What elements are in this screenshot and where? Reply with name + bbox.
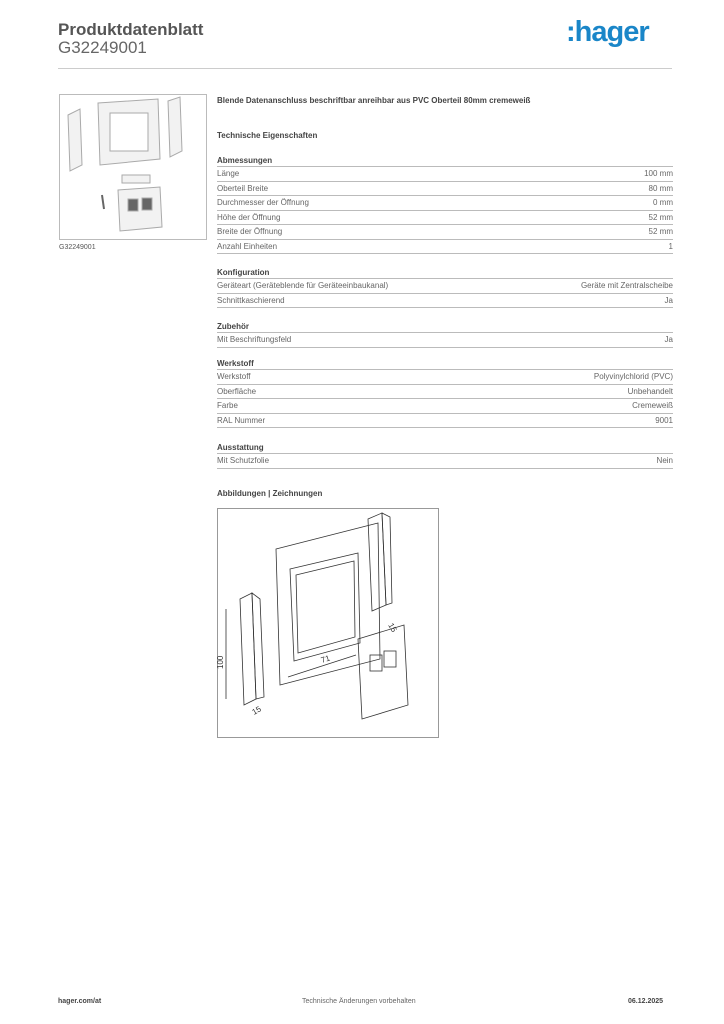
hager-logo: :hager bbox=[566, 16, 649, 48]
property-label: Oberteil Breite bbox=[217, 183, 269, 193]
image-caption: G32249001 bbox=[59, 244, 96, 251]
property-row bbox=[217, 333, 673, 348]
property-row bbox=[217, 240, 673, 255]
property-label: Durchmesser der Öffnung bbox=[217, 198, 309, 207]
property-row bbox=[217, 454, 673, 469]
property-value: Geräte mit Zentralscheibe bbox=[580, 281, 673, 290]
dim-width: 71 bbox=[319, 653, 332, 665]
footer-website[interactable]: hager.com/at bbox=[58, 998, 102, 1005]
property-row bbox=[217, 196, 673, 211]
property-label: Länge bbox=[217, 169, 240, 178]
property-row bbox=[217, 385, 673, 400]
header-divider bbox=[58, 68, 672, 69]
property-row bbox=[217, 399, 673, 414]
property-value: Polyvinylchlorid (PVC) bbox=[593, 372, 673, 381]
figures-heading: Abbildungen | Zeichnungen bbox=[217, 489, 323, 498]
property-row bbox=[217, 182, 673, 197]
section-konfiguration bbox=[217, 267, 673, 308]
property-row bbox=[217, 225, 673, 240]
property-value: 100 mm bbox=[644, 169, 673, 178]
section-werkstoff bbox=[217, 358, 673, 428]
property-value: Unbehandelt bbox=[627, 386, 673, 396]
property-row bbox=[217, 279, 673, 294]
property-value: Cremeweiß bbox=[632, 401, 673, 410]
property-label: Höhe der Öffnung bbox=[217, 212, 281, 222]
dim-height: 100 bbox=[216, 655, 225, 669]
dim-depth-left: 15 bbox=[250, 704, 263, 717]
property-label: RAL Nummer bbox=[217, 415, 266, 425]
property-row bbox=[217, 294, 673, 309]
dimension-drawing bbox=[217, 508, 439, 738]
property-value: 52 mm bbox=[648, 212, 673, 222]
property-value: 52 mm bbox=[648, 227, 673, 236]
property-value: Ja bbox=[664, 295, 673, 305]
property-value: 0 mm bbox=[653, 198, 673, 207]
technical-heading: Technische Eigenschaften bbox=[217, 131, 318, 140]
property-value: 80 mm bbox=[648, 183, 673, 193]
property-label: Breite der Öffnung bbox=[217, 227, 283, 236]
property-row bbox=[217, 414, 673, 429]
section-title: Werkstoff bbox=[217, 358, 673, 370]
section-title: Ausstattung bbox=[217, 442, 673, 454]
footer-notice: Technische Änderungen vorbehalten bbox=[302, 998, 416, 1005]
dim-depth-right: 15 bbox=[386, 621, 399, 634]
product-description: Blende Datenanschluss beschriftbar anreihbar aus PVC Oberteil 80mm cremeweiß bbox=[217, 96, 531, 105]
property-value: Nein bbox=[656, 456, 673, 465]
property-label: Oberfläche bbox=[217, 386, 257, 396]
footer-date: 06.12.2025 bbox=[628, 998, 664, 1005]
product-image bbox=[59, 94, 207, 240]
product-code: G32249001 bbox=[58, 38, 147, 57]
section-title: Abmessungen bbox=[217, 155, 673, 167]
section-title: Konfiguration bbox=[217, 267, 673, 279]
property-label: Mit Schutzfolie bbox=[217, 456, 270, 465]
property-label: Geräteart (Geräteblende für Geräteeinbaukanal) bbox=[217, 281, 389, 290]
property-row bbox=[217, 370, 673, 385]
property-label: Farbe bbox=[217, 401, 238, 410]
property-row bbox=[217, 167, 673, 182]
property-value: Ja bbox=[664, 335, 673, 344]
section-zubehör bbox=[217, 321, 673, 348]
page-title: Produktdatenblatt bbox=[58, 20, 204, 39]
section-ausstattung bbox=[217, 442, 673, 469]
property-label: Anzahl Einheiten bbox=[217, 241, 278, 251]
section-title: Zubehör bbox=[217, 321, 673, 333]
property-label: Schnittkaschierend bbox=[217, 295, 285, 305]
property-value: 1 bbox=[668, 241, 673, 251]
property-label: Mit Beschriftungsfeld bbox=[217, 335, 292, 344]
property-value: 9001 bbox=[655, 415, 673, 425]
property-row bbox=[217, 211, 673, 226]
property-label: Werkstoff bbox=[217, 372, 251, 381]
section-abmessungen bbox=[217, 155, 673, 254]
